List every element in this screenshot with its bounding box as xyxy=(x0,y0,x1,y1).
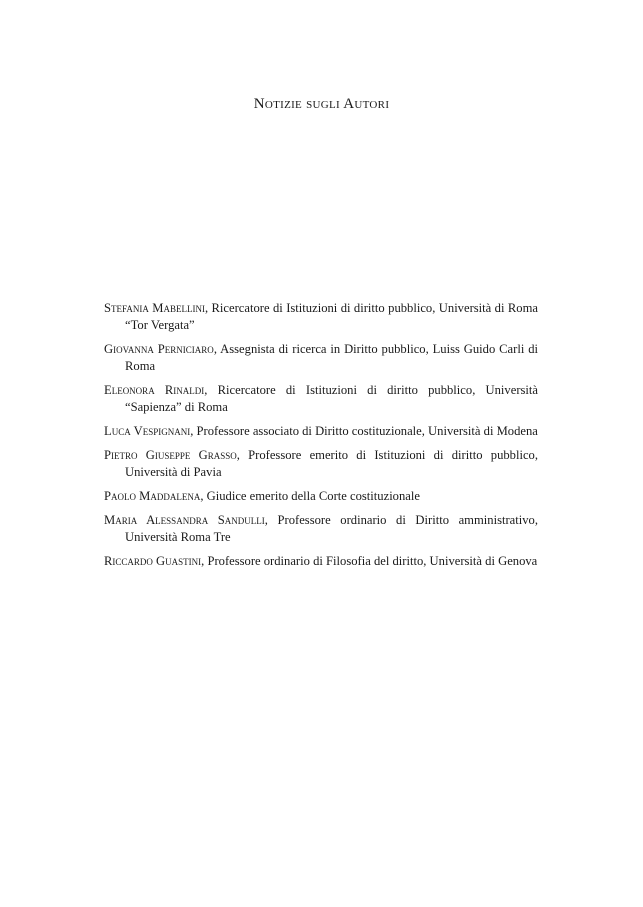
authors-list xyxy=(104,300,538,577)
page-title: Notizie sugli Autori xyxy=(253,96,390,112)
author-entry: Paolo Maddalena, Giudice emerito della Corte costituzionale xyxy=(104,489,420,503)
author-entry: Maria Alessandra Sandulli, Professore ordinario di Diritto amministrativo, Università Roma Tre xyxy=(104,513,538,544)
author-name: Giovanna Perniciaro xyxy=(104,342,214,356)
author-entry: Pietro Giuseppe Grasso, Professore emerito di Istituzioni di diritto pubblico, Università di Pavia xyxy=(104,448,539,479)
author-name: Stefania Mabellini xyxy=(104,301,205,315)
author-description: Professore emerito di Istituzioni di diritto pubblico, Università di Pavia xyxy=(125,448,539,479)
author-name: Riccardo Guastini xyxy=(104,554,202,568)
author-description: Ricercatore di Istituzioni di diritto pubblico, Università di Roma “Tor Vergata” xyxy=(125,301,538,332)
author-entry: Eleonora Rinaldi, Ricercatore di Istituzioni di diritto pubblico, Università “Sapienza” di Roma xyxy=(104,383,539,414)
author-entry: Riccardo Guastini, Professore ordinario di Filosofia del diritto, Università di Genova xyxy=(104,554,538,568)
author-entry: Stefania Mabellini, Ricercatore di Istituzioni di diritto pubblico, Università di Roma “Tor Vergata” xyxy=(104,301,538,332)
author-name: Pietro Giuseppe Grasso xyxy=(104,448,237,462)
author-name: Eleonora Rinaldi xyxy=(104,383,205,397)
author-description: Professore ordinario di Diritto amministrativo, Università Roma Tre xyxy=(125,513,538,544)
author-description: Giudice emerito della Corte costituzionale xyxy=(206,489,420,503)
author-entry: Luca Vespignani, Professore associato di Diritto costituzionale, Università di Modena xyxy=(104,424,538,438)
author-entry: Giovanna Perniciaro, Assegnista di ricerca in Diritto pubblico, Luiss Guido Carli di Roma xyxy=(104,342,538,373)
author-description: Ricercatore di Istituzioni di diritto pubblico, Università “Sapienza” di Roma xyxy=(125,383,539,414)
author-description: Assegnista di ricerca in Diritto pubblico, Luiss Guido Carli di Roma xyxy=(125,342,538,373)
author-name: Paolo Maddalena xyxy=(104,489,201,503)
author-name: Luca Vespignani xyxy=(104,424,191,438)
author-description: Professore ordinario di Filosofia del diritto, Università di Genova xyxy=(207,554,538,568)
author-name: Maria Alessandra Sandulli xyxy=(104,513,265,527)
author-description: Professore associato di Diritto costituzionale, Università di Modena xyxy=(196,424,538,438)
